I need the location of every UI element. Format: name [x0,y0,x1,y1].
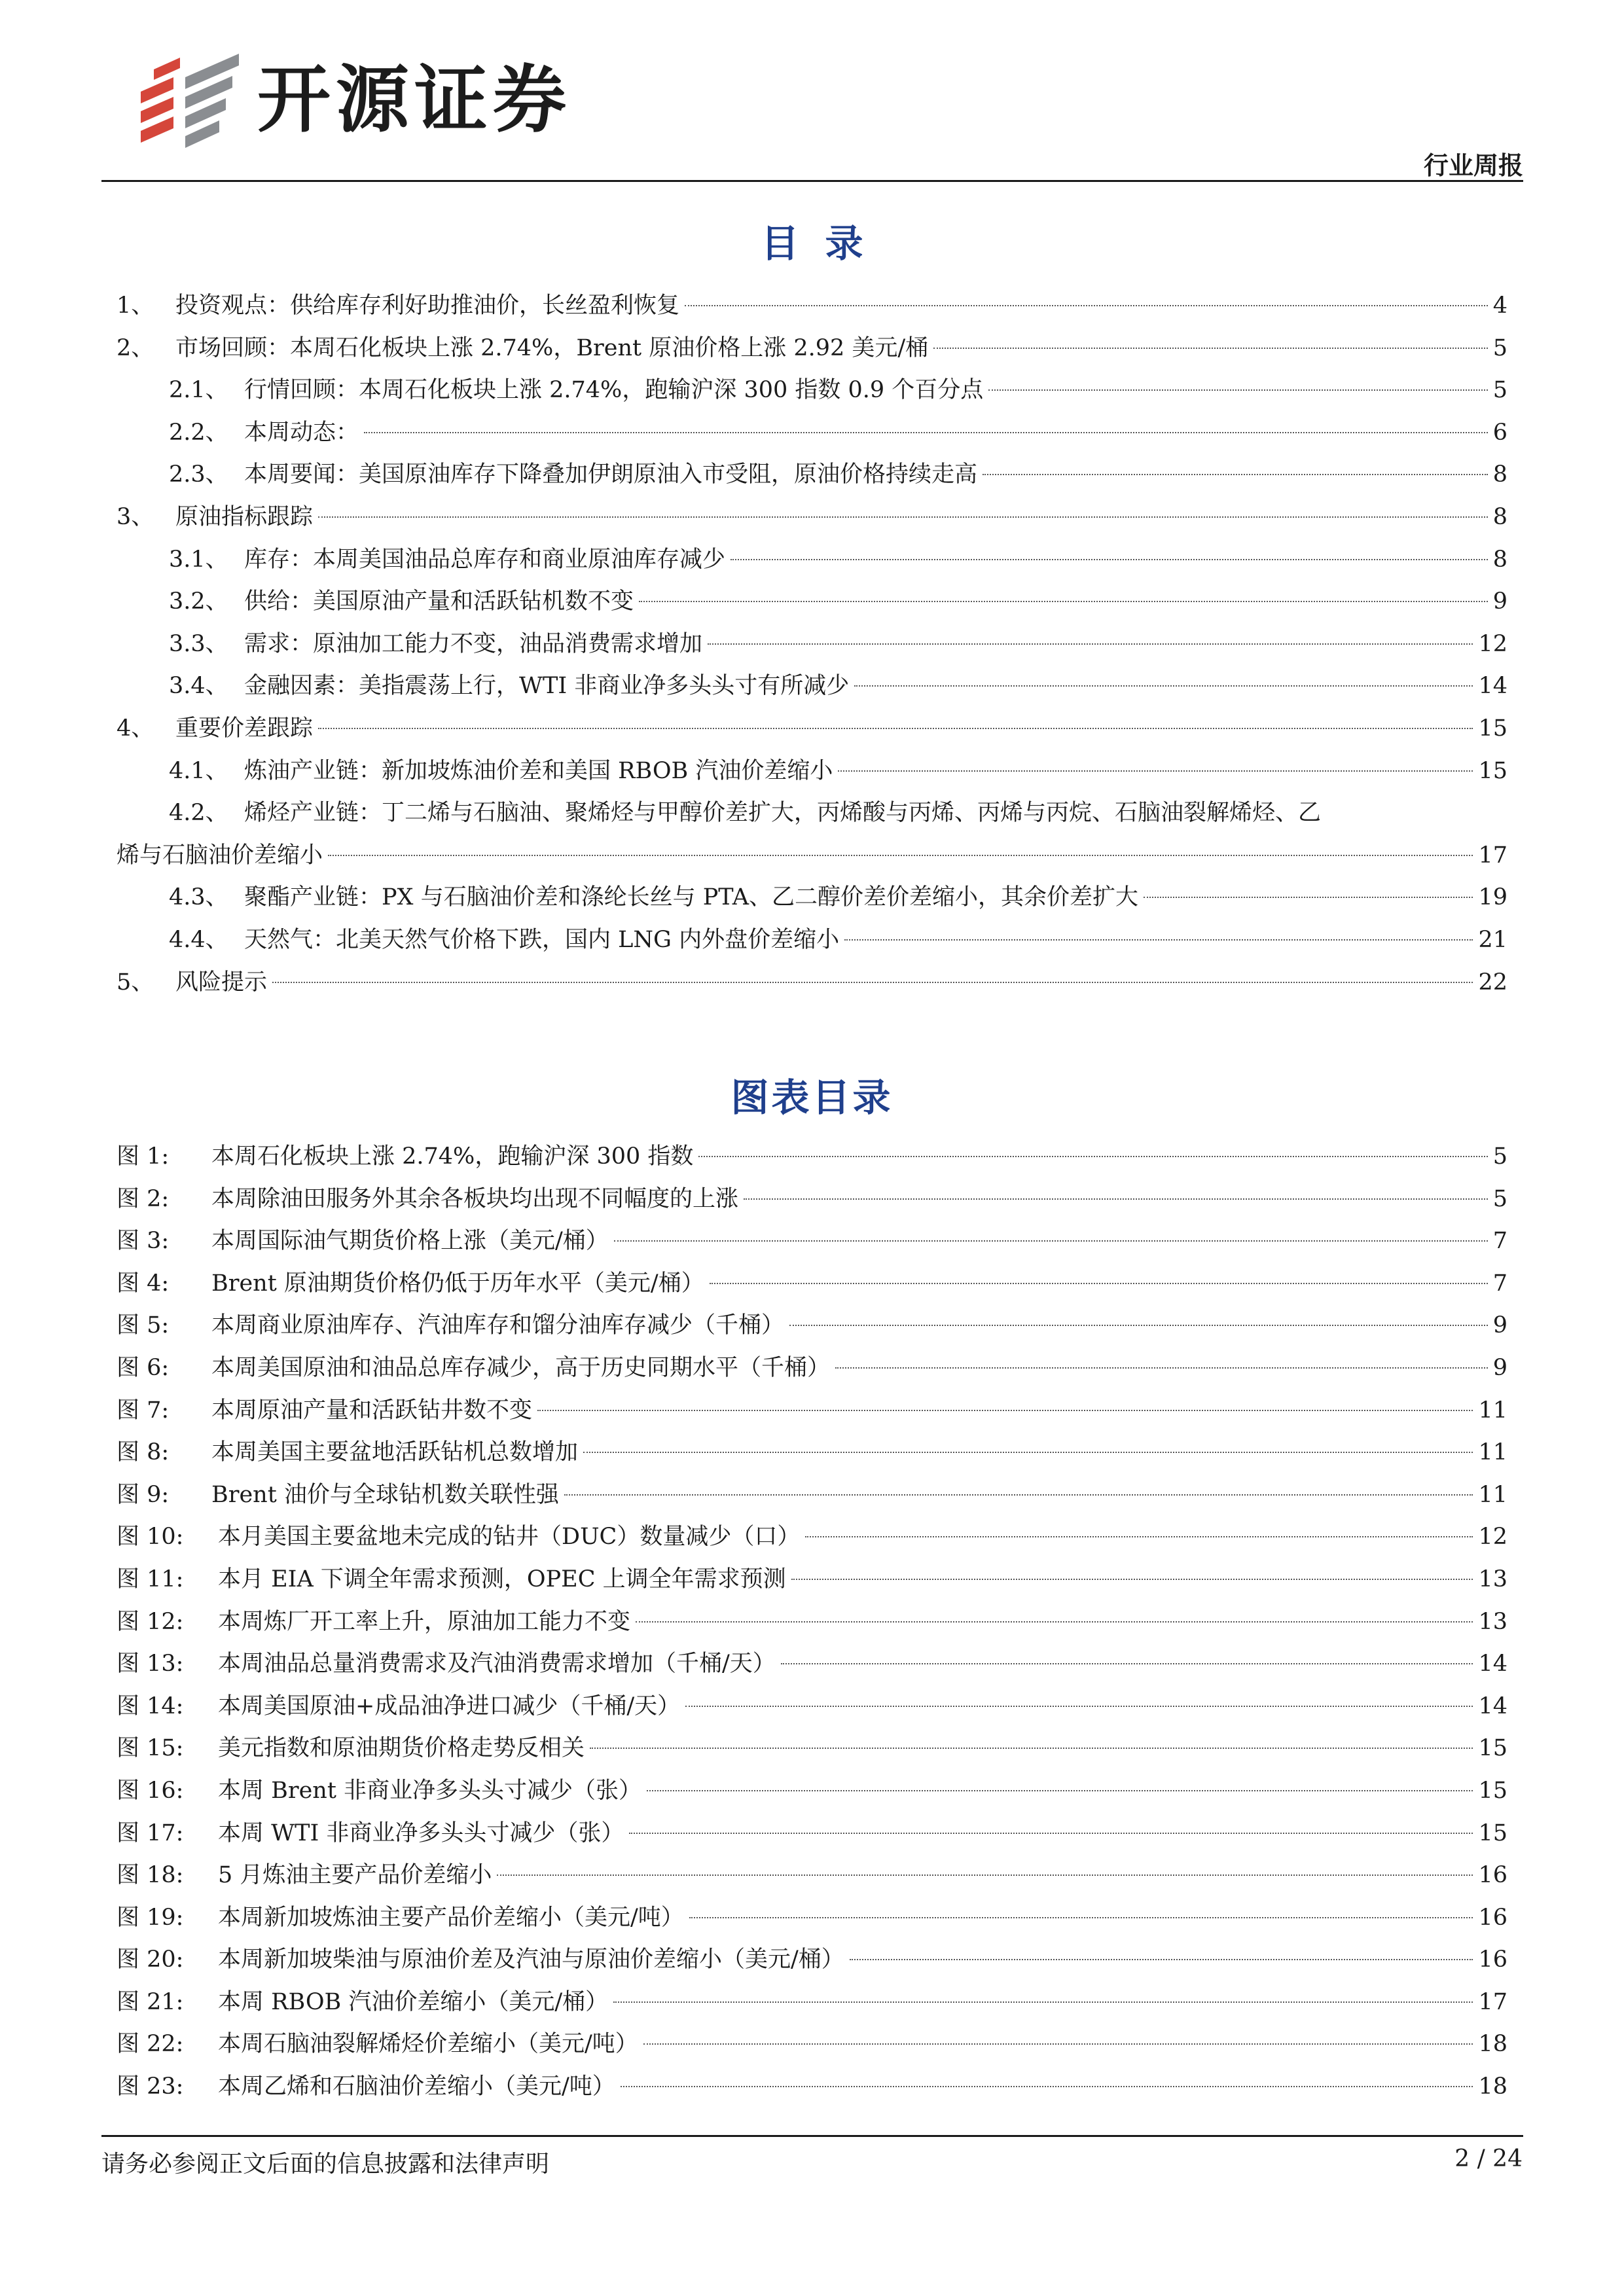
figure-entry-title: 本周 RBOB 汽油价差缩小（美元/桶） [218,1988,609,2015]
dot-leader [838,770,1473,772]
footer-disclaimer: 请务必参阅正文后面的信息披露和法律声明 [101,2151,550,2178]
toc-entry-page: 8 [1492,546,1507,573]
figure-entry-page: 9 [1492,1312,1507,1339]
figure-entry-number: 图 7: [117,1397,170,1424]
brand-logo [134,51,571,149]
figure-entry[interactable] [117,1770,1507,1812]
figure-entry[interactable] [117,1727,1507,1770]
figure-entry-number: 图 2: [117,1185,170,1212]
toc-entry-page: 17 [1478,842,1507,869]
figure-entry-title: 本周油品总量消费需求及汽油消费需求增加（千桶/天） [218,1651,776,1677]
toc-entry-title: 市场回顾：本周石化板块上涨 2.74%，Brent 原油价格上涨 2.92 美元/桶 [175,334,929,361]
dot-leader [272,982,1473,983]
figure-entry-title: 本周石化板块上涨 2.74%，跑输沪深 300 指数 [211,1143,694,1170]
figure-entry-title: 本周炼厂开工率上升，原油加工能力不变 [218,1608,631,1635]
page-header [101,39,1523,183]
dot-leader [805,1536,1473,1537]
toc-entry[interactable] [117,327,1507,370]
toc-entry-number: 3.1、 [169,546,228,573]
dot-leader [844,939,1473,941]
figure-entry-title: Brent 原油期货价格仍低于历年水平（美元/桶） [211,1270,704,1297]
toc-entry-title: 风险提示 [175,969,268,996]
figure-entry-title: 本月美国主要盆地未完成的钻井（DUC）数量减少（口） [218,1524,801,1551]
figure-entry-number: 图 5: [117,1312,170,1339]
figure-entry-title: 本周新加坡柴油与原油价差及汽油与原油价差缩小（美元/桶） [218,1946,844,1973]
dot-leader [708,643,1473,645]
toc-entry-title: 本周动态： [244,419,359,446]
toc-entry-line [117,792,1507,834]
toc-entry-title: 本周要闻：美国原油库存下降叠加伊朗原油入市受阻，原油价格持续走高 [244,461,978,488]
toc-entry[interactable] [117,792,1507,876]
toc-entry-number: 3、 [117,503,154,530]
figure-entry-title: 本周美国原油+成品油净进口减少（千桶/天） [218,1693,681,1719]
toc-entry-page: 5 [1492,334,1507,361]
figure-entry-page: 16 [1478,1946,1507,1973]
dot-leader [613,2001,1473,2003]
figure-entry-number: 图 17: [117,1820,184,1846]
toc-entry-title: 天然气：北美天然气价格下跌，国内 LNG 内外盘价差缩小 [244,926,840,953]
figure-entry-number: 图 6: [117,1354,170,1381]
figure-entry-number: 图 11: [117,1566,184,1592]
figure-entry-page: 18 [1478,2031,1507,2058]
figure-entry-number: 图 20: [117,1946,184,1973]
figure-entry[interactable] [117,2066,1507,2108]
dot-leader [710,1283,1488,1284]
toc-entry-title: 炼油产业链：新加坡炼油价差和美国 RBOB 汽油价差缩小 [244,757,833,784]
toc-entry-number: 5、 [117,969,154,996]
toc-entry[interactable] [117,708,1507,750]
figure-entry[interactable] [117,1220,1507,1263]
figure-entry-page: 12 [1478,1524,1507,1551]
figure-entry-number: 图 1: [117,1143,170,1170]
dot-leader [318,728,1473,729]
figure-entry-number: 图 22: [117,2031,184,2058]
toc-entry-number: 3.4、 [169,673,228,700]
figure-entry-number: 图 23: [117,2073,184,2100]
dot-leader [497,1874,1473,1876]
figure-entry-page: 14 [1478,1651,1507,1677]
dot-leader [781,1663,1473,1664]
dot-leader [537,1410,1473,1411]
toc-entry-page: 14 [1478,673,1507,700]
figure-entry-page: 17 [1478,1988,1507,2015]
figure-index-title: 图表目录 [731,1075,893,1120]
toc-entry[interactable] [117,285,1507,327]
figure-entry[interactable] [117,1685,1507,1728]
toc-entry[interactable] [117,454,1507,496]
figure-entry-title: 本周商业原油库存、汽油库存和馏分油库存减少（千桶） [211,1312,785,1339]
toc-entry-number: 4.1、 [169,757,228,784]
dot-leader [629,1833,1473,1834]
dot-leader [835,1367,1488,1369]
figure-entry-page: 16 [1478,1904,1507,1931]
figure-entry[interactable] [117,1516,1507,1558]
toc-entry-page: 8 [1492,461,1507,488]
toc-entry-number: 4.4、 [169,926,228,953]
toc-entry-number: 2.2、 [169,419,228,446]
figure-entry-title: 本周乙烯和石脑油价差缩小（美元/吨） [218,2073,615,2100]
header-divider [101,180,1523,182]
toc-entry-number: 3.3、 [169,630,228,657]
dot-leader [983,474,1488,475]
figure-entry-page: 5 [1492,1185,1507,1212]
figure-entry-page: 18 [1478,2073,1507,2100]
toc-list [117,285,1507,1003]
toc-entry[interactable] [117,496,1507,539]
footer-divider [101,2135,1523,2137]
figure-entry[interactable] [117,1431,1507,1474]
figure-entry[interactable] [117,1897,1507,1939]
dot-leader [639,601,1488,602]
figure-entry-title: 本月 EIA 下调全年需求预测，OPEC 上调全年需求预测 [218,1566,786,1592]
figure-entry-number: 图 8: [117,1439,170,1466]
dot-leader [850,1959,1473,1960]
figure-entry-page: 7 [1492,1228,1507,1255]
toc-entry-number: 4、 [117,715,154,742]
figure-entry-page: 7 [1492,1270,1507,1297]
dot-leader [614,1240,1488,1242]
dot-leader [854,685,1473,687]
figure-entry[interactable] [117,2023,1507,2066]
page-indicator: 2 / 24 [1454,2145,1523,2172]
toc-entry-title: 金融因素：美指震荡上行，WTI 非商业净多头头寸有所减少 [244,673,850,700]
figure-entry-title: 本周美国原油和油品总库存减少，高于历史同期水平（千桶） [211,1354,831,1381]
toc-entry-title: 聚酯产业链：PX 与石脑油价差和涤纶长丝与 PTA、乙二醇价差价差缩小，其余价差扩大 [244,884,1138,911]
figure-entry-number: 图 16: [117,1777,184,1804]
figure-entry-title: Brent 油价与全球钻机数关联性强 [211,1481,559,1508]
dot-leader [744,1198,1488,1200]
figure-entry-page: 9 [1492,1354,1507,1381]
toc-entry-line [117,834,1507,877]
figure-entry[interactable] [117,1854,1507,1897]
toc-entry-number: 1、 [117,293,154,319]
figure-entry[interactable] [117,1939,1507,1981]
toc-entry-page: 15 [1478,757,1507,784]
toc-entry-title: 重要价差跟踪 [175,715,314,742]
brand-name: 开源证券 [257,58,571,143]
figure-entry-number: 图 10: [117,1524,184,1551]
toc-entry[interactable] [117,750,1507,793]
figure-entry[interactable] [117,1643,1507,1685]
figure-index-list [117,1136,1507,2108]
dot-leader [636,1621,1473,1623]
dot-leader [685,305,1488,306]
toc-entry[interactable] [117,665,1507,708]
figure-entry-number: 图 21: [117,1988,184,2015]
figure-entry-title: 本周除油田服务外其余各板块均出现不同幅度的上涨 [211,1185,739,1212]
figure-entry-number: 图 14: [117,1693,184,1719]
dot-leader [364,432,1488,433]
toc-entry-title: 投资观点：供给库存利好助推油价，长丝盈利恢复 [175,293,680,319]
figure-entry-number: 图 18: [117,1862,184,1889]
toc-entry-title: 供给：美国原油产量和活跃钻机数不变 [244,588,634,615]
kaiyuan-logo-icon [134,51,245,149]
dot-leader [583,1452,1473,1453]
toc-entry-number: 3.2、 [169,588,228,615]
toc-entry-title: 原油指标跟踪 [175,503,314,530]
toc-entry-page: 5 [1492,377,1507,404]
figure-entry-page: 16 [1478,1862,1507,1889]
dot-leader [933,348,1488,349]
figure-entry-page: 14 [1478,1693,1507,1719]
dot-leader [328,855,1473,856]
toc-entry-page: 12 [1478,630,1507,657]
figure-entry[interactable] [117,1304,1507,1347]
toc-entry-page: 9 [1492,588,1507,615]
dot-leader [689,1917,1473,1918]
figure-entry-number: 图 13: [117,1651,184,1677]
toc-entry[interactable] [117,412,1507,454]
dot-leader [647,1790,1473,1791]
figure-entry-page: 15 [1478,1820,1507,1846]
dot-leader [791,1579,1473,1580]
figure-entry-title: 5 月炼油主要产品价差缩小 [218,1862,492,1889]
figure-entry-number: 图 9: [117,1481,170,1508]
figure-entry[interactable] [117,1178,1507,1221]
dot-leader [643,2043,1473,2045]
figure-entry-number: 图 3: [117,1228,170,1255]
figure-entry-page: 15 [1478,1735,1507,1762]
dot-leader [1144,897,1473,898]
toc-entry-number: 2、 [117,334,154,361]
figure-entry-page: 11 [1478,1481,1507,1508]
toc-entry-title: 库存：本周美国油品总库存和商业原油库存减少 [244,546,726,573]
figure-entry-title: 本周美国主要盆地活跃钻机总数增加 [211,1439,579,1466]
toc-entry[interactable] [117,369,1507,412]
figure-entry[interactable] [117,1347,1507,1390]
toc-entry-number: 2.1、 [169,377,228,404]
figure-entry-title: 本周 WTI 非商业净多头头寸减少（张） [218,1820,624,1846]
dot-leader [988,389,1487,391]
dot-leader [789,1325,1488,1326]
toc-entry[interactable] [117,539,1507,581]
figure-entry-number: 图 4: [117,1270,170,1297]
dot-leader [564,1494,1473,1496]
toc-entry-page: 21 [1478,926,1507,953]
figure-entry[interactable] [117,1981,1507,2024]
report-type-label: 行业周报 [1423,151,1523,180]
toc-entry-page: 4 [1492,293,1507,319]
dot-leader [731,559,1488,560]
figure-entry-page: 13 [1478,1566,1507,1592]
figure-entry-title: 本周石脑油裂解烯烃价差缩小（美元/吨） [218,2031,638,2058]
figure-entry-title: 本周国际油气期货价格上涨（美元/桶） [211,1228,609,1255]
toc-entry-page: 22 [1478,969,1507,996]
figure-entry[interactable] [117,1812,1507,1855]
toc-entry-page: 15 [1478,715,1507,742]
figure-entry[interactable] [117,1136,1507,1178]
figure-entry-page: 13 [1478,1608,1507,1635]
toc-title: 目录 [761,221,890,266]
figure-entry[interactable] [117,1474,1507,1516]
figure-entry-page: 11 [1478,1397,1507,1424]
figure-entry-title: 本周新加坡炼油主要产品价差缩小（美元/吨） [218,1904,684,1931]
toc-entry-title: 烯烃产业链：丁二烯与石脑油、聚烯烃与甲醇价差扩大，丙烯酸与丙烯、丙烯与丙烷、石脑油裂解烯烃、乙 [244,800,1322,827]
toc-entry-number: 4.3、 [169,884,228,911]
figure-entry[interactable] [117,1390,1507,1432]
dot-leader [698,1156,1487,1157]
figure-entry-page: 11 [1478,1439,1507,1466]
toc-entry-number: 2.3、 [169,461,228,488]
figure-entry-number: 图 19: [117,1904,184,1931]
toc-entry-page: 6 [1492,419,1507,446]
toc-entry-page: 19 [1478,884,1507,911]
toc-entry-title: 行情回顾：本周石化板块上涨 2.74%，跑输沪深 300 指数 0.9 个百分点 [244,377,984,404]
toc-entry[interactable] [117,961,1507,1004]
dot-leader [590,1748,1473,1749]
figure-entry[interactable] [117,1263,1507,1305]
figure-entry-title: 本周原油产量和活跃钻井数不变 [211,1397,533,1424]
figure-entry[interactable] [117,1601,1507,1643]
dot-leader [318,516,1488,518]
dot-leader [621,2086,1473,2087]
toc-entry-title: 需求：原油加工能力不变，油品消费需求增加 [244,630,703,657]
toc-entry[interactable] [117,919,1507,961]
toc-entry[interactable] [117,623,1507,666]
figure-entry[interactable] [117,1558,1507,1601]
figure-entry-page: 5 [1492,1143,1507,1170]
toc-entry[interactable] [117,876,1507,919]
figure-entry-number: 图 12: [117,1608,184,1635]
figure-entry-number: 图 15: [117,1735,184,1762]
toc-entry-page: 8 [1492,503,1507,530]
figure-entry-title: 本周 Brent 非商业净多头头寸减少（张） [218,1777,642,1804]
toc-entry[interactable] [117,581,1507,623]
toc-entry-number: 4.2、 [169,800,228,827]
toc-entry-title-continued: 烯与石脑油价差缩小 [117,842,323,869]
figure-entry-page: 15 [1478,1777,1507,1804]
figure-entry-title: 美元指数和原油期货价格走势反相关 [218,1735,585,1762]
dot-leader [685,1706,1473,1707]
